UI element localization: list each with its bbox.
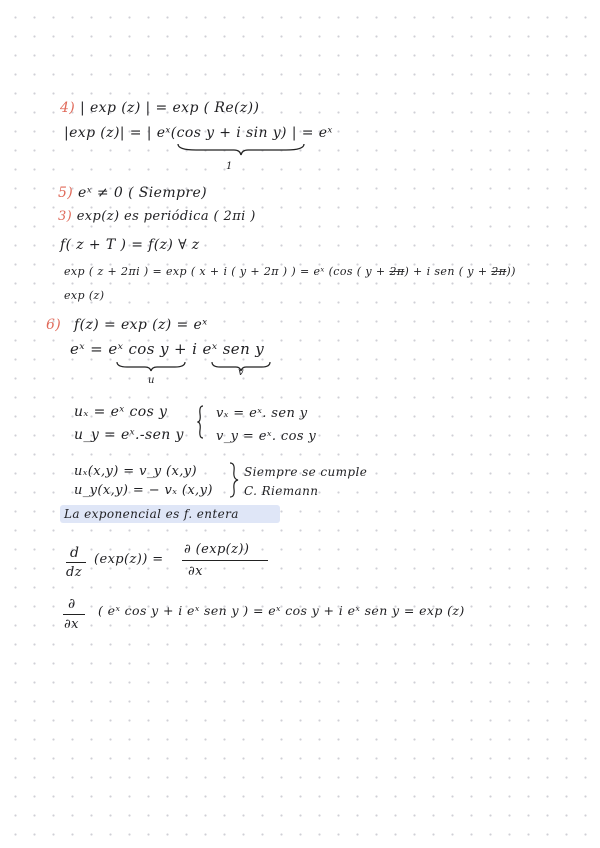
s4-line2: |exp (z)| = | eˣ(cos y + i sin y) | = eˣ (64, 125, 333, 141)
s3-line3-e: )) (506, 265, 516, 278)
s6-d2-den: ∂x (64, 617, 79, 632)
s6-ux: uₓ = eˣ cos y (74, 404, 168, 420)
s4-brace (176, 142, 306, 156)
s6-d1-num: d (70, 545, 80, 561)
s6-d1-rnum: ∂ (exp(z)) (184, 542, 250, 557)
s6-uy: u_y = eˣ.-sen y (74, 427, 184, 443)
s3-line3-a: exp ( z + 2πi ) = exp ( x + i ( y + 2π ) ) = eˣ (cos ( y + (64, 265, 390, 278)
s3-line3 (64, 266, 516, 277)
s4-brace-value: 1 (226, 161, 233, 172)
s6-cr-note1: Siempre se cumple (244, 465, 368, 479)
s6-line2-u: eˣ cos y (108, 340, 169, 358)
s6-cr-brace (228, 461, 240, 499)
s6-line1-text: f(z) = exp (z) = eˣ (74, 317, 208, 333)
s6-partials-divider (197, 404, 207, 440)
s6-line1 (46, 318, 208, 332)
s4-line1 (60, 101, 259, 115)
s5-number: 5) (58, 185, 74, 201)
s3-number: 3) (58, 209, 73, 224)
s6-vy: v_y = eˣ. cos y (216, 429, 317, 444)
s6-d1-bar (66, 562, 86, 563)
s6-d1-rbar (182, 560, 268, 561)
s6-d2-bar (63, 614, 85, 615)
s6-line2-v: i eˣ sen y (192, 340, 265, 358)
s6-line2-plus: + (168, 340, 193, 358)
s3-text: exp(z) es periódica ( 2πi ) (76, 209, 256, 224)
s3-line4: exp (z) (64, 289, 105, 302)
s6-cr2: u_y(x,y) = − vₓ (x,y) (74, 483, 213, 498)
s6-line2 (70, 342, 264, 357)
s4-line1-text: | exp (z) | = exp ( Re(z)) (80, 100, 260, 116)
s5-line (58, 186, 207, 200)
s6-d1-mid: (exp(z)) = (94, 552, 164, 567)
s6-cr-note2: C. Riemann (244, 484, 319, 498)
s6-d2-num: ∂ (68, 596, 76, 612)
s6-brace-u (115, 360, 187, 372)
s6-d2-text: ( eˣ cos y + i eˣ sen y ) = eˣ cos y + i eˣ sen y = exp (z) (98, 603, 465, 618)
s3-line3-d: 2π (491, 265, 507, 278)
s3-line1 (58, 210, 256, 223)
s6-d1-den: dz (66, 565, 82, 580)
s6-label-u: u (148, 375, 155, 386)
s3-line3-c: ) + i sen ( y + (404, 265, 492, 278)
s3-line2: f( z + T ) = f(z) ∀ z (60, 237, 200, 253)
s6-highlight-text: La exponencial es f. entera (64, 507, 239, 521)
s4-number: 4) (60, 100, 76, 116)
s6-number: 6) (46, 317, 62, 333)
s3-line3-b: 2π (389, 265, 405, 278)
s6-d1-rden: ∂x (188, 564, 203, 579)
s5-text: eˣ ≠ 0 ( Siempre) (78, 185, 208, 201)
s6-line2-a: eˣ = (70, 340, 109, 358)
s6-label-v: v (238, 367, 244, 378)
s6-cr1: uₓ(x,y) = v_y (x,y) (74, 464, 197, 479)
s6-vx: vₓ = eˣ. sen y (216, 406, 308, 421)
